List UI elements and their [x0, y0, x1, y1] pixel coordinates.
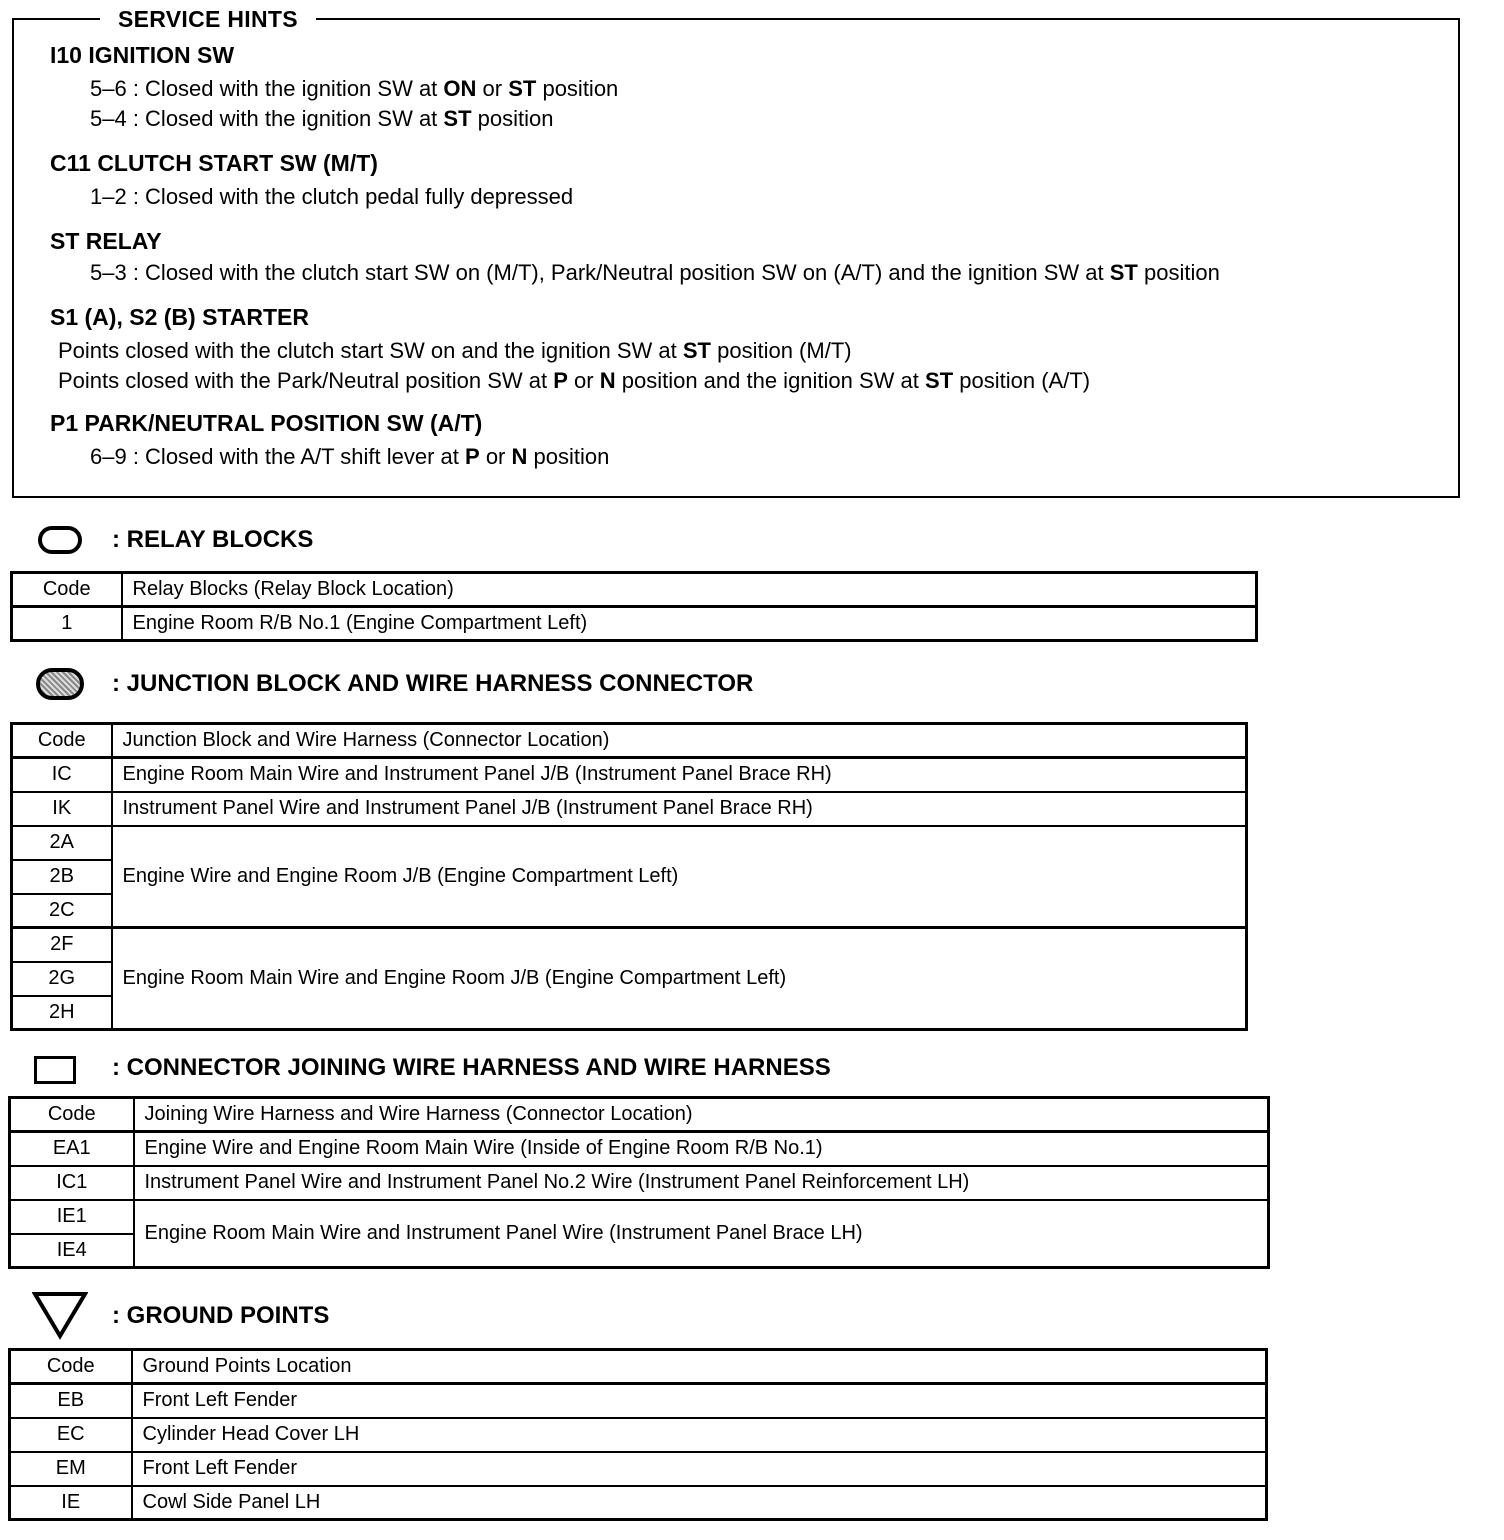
row-desc: Instrument Panel Wire and Instrument Panel J/B (Instrument Panel Brace RH): [112, 792, 1247, 826]
hint-heading-park-neutral-sw: P1 PARK/NEUTRAL POSITION SW (A/T): [50, 410, 483, 436]
hint-heading-ignition-sw: I10 IGNITION SW: [50, 42, 235, 68]
hint-line-st-relay-1: 5–3 : Closed with the clutch start SW on (M/T), Park/Neutral position SW on (A/T) and the ignition SW at ST position: [90, 260, 1220, 285]
hint-line-ignition-2: 5–4 : Closed with the ignition SW at ST position: [90, 106, 554, 131]
row-desc: Cowl Side Panel LH: [132, 1486, 1267, 1520]
connectors-header: [32, 1048, 831, 1088]
table-header-row: [12, 573, 1257, 607]
row-desc: Engine Wire and Engine Room Main Wire (Inside of Engine Room R/B No.1): [134, 1132, 1269, 1166]
header-desc: Joining Wire Harness and Wire Harness (Connector Location): [134, 1098, 1269, 1132]
row-code: IE: [10, 1486, 132, 1520]
row-code: 2H: [12, 996, 112, 1030]
header-code: Code: [10, 1098, 134, 1132]
row-desc: Engine Room Main Wire and Instrument Panel Wire (Instrument Panel Brace LH): [134, 1200, 1269, 1268]
relay-blocks-table: [10, 571, 1258, 642]
table-row: [10, 1166, 1269, 1200]
relay-blocks-header: [32, 520, 313, 560]
table-row: [10, 1486, 1267, 1520]
hint-line-ignition-1: 5–6 : Closed with the ignition SW at ON or ST position: [90, 76, 619, 101]
row-code: 2G: [12, 962, 112, 996]
junction-blocks-header: [32, 664, 753, 704]
row-code: EC: [10, 1418, 132, 1452]
row-code: EB: [10, 1384, 132, 1418]
relay-blocks-title: : RELAY BLOCKS: [112, 526, 314, 553]
row-desc: Front Left Fender: [132, 1384, 1267, 1418]
hint-heading-st-relay: ST RELAY: [50, 228, 162, 254]
row-desc: Engine Room R/B No.1 (Engine Compartment Left): [122, 607, 1257, 641]
hint-line-park-neutral-1: 6–9 : Closed with the A/T shift lever at P or N position: [90, 444, 610, 469]
header-desc: Ground Points Location: [132, 1350, 1267, 1384]
table-row: [12, 758, 1247, 792]
row-desc: Front Left Fender: [132, 1452, 1267, 1486]
service-hints-title: SERVICE HINTS: [100, 6, 316, 33]
table-header-row: [10, 1098, 1269, 1132]
table-header-row: [10, 1350, 1267, 1384]
hint-line-starter-2: Points closed with the Park/Neutral position SW at P or N position and the ignition SW at ST position (A/T): [58, 368, 1091, 393]
header-code: Code: [12, 724, 112, 758]
table-row: [10, 1200, 1269, 1234]
header-code: Code: [12, 573, 122, 607]
row-desc: Engine Room Main Wire and Engine Room J/B (Engine Compartment Left): [112, 928, 1247, 1030]
table-row: [10, 1452, 1267, 1486]
row-code: IC1: [10, 1166, 134, 1200]
row-code: 1: [12, 607, 122, 641]
row-code: 2A: [12, 826, 112, 860]
table-row: [10, 1132, 1269, 1166]
junction-block-icon: [32, 664, 92, 704]
ground-points-header: [32, 1290, 329, 1342]
row-code: 2C: [12, 894, 112, 928]
service-hints-box: [12, 6, 1460, 498]
ground-points-table: [8, 1348, 1268, 1521]
table-header-row: [12, 724, 1247, 758]
connector-icon: [32, 1048, 92, 1088]
row-desc: Engine Room Main Wire and Instrument Panel J/B (Instrument Panel Brace RH): [112, 758, 1247, 792]
table-row: [12, 792, 1247, 826]
connectors-table: [8, 1096, 1270, 1269]
row-desc: Instrument Panel Wire and Instrument Panel No.2 Wire (Instrument Panel Reinforcement LH): [134, 1166, 1269, 1200]
hint-heading-clutch-start-sw: C11 CLUTCH START SW (M/T): [50, 150, 378, 176]
ground-points-title: : GROUND POINTS: [112, 1302, 330, 1329]
row-code: EM: [10, 1452, 132, 1486]
hint-line-starter-1: Points closed with the clutch start SW on and the ignition SW at ST position (M/T): [58, 338, 852, 363]
row-desc: Engine Wire and Engine Room J/B (Engine Compartment Left): [112, 826, 1247, 928]
row-code: IE4: [10, 1234, 134, 1268]
header-desc: Relay Blocks (Relay Block Location): [122, 573, 1257, 607]
connectors-title: : CONNECTOR JOINING WIRE HARNESS AND WIRE HARNESS: [112, 1054, 831, 1081]
row-code: 2F: [12, 928, 112, 962]
row-code: IK: [12, 792, 112, 826]
table-row: [12, 607, 1257, 641]
table-row: [12, 928, 1247, 962]
table-row: [10, 1418, 1267, 1452]
table-row: [10, 1384, 1267, 1418]
row-code: 2B: [12, 860, 112, 894]
hint-heading-starter: S1 (A), S2 (B) STARTER: [50, 304, 309, 330]
row-code: EA1: [10, 1132, 134, 1166]
row-code: IC: [12, 758, 112, 792]
table-row: [12, 826, 1247, 860]
header-desc: Junction Block and Wire Harness (Connector Location): [112, 724, 1247, 758]
hint-line-clutch-1: 1–2 : Closed with the clutch pedal fully depressed: [90, 184, 574, 209]
relay-block-icon: [32, 520, 92, 560]
row-code: IE1: [10, 1200, 134, 1234]
junction-blocks-title: : JUNCTION BLOCK AND WIRE HARNESS CONNECTOR: [112, 670, 754, 697]
header-code: Code: [10, 1350, 132, 1384]
junction-blocks-table: [10, 722, 1248, 1031]
row-desc: Cylinder Head Cover LH: [132, 1418, 1267, 1452]
ground-triangle-icon: [32, 1290, 92, 1342]
